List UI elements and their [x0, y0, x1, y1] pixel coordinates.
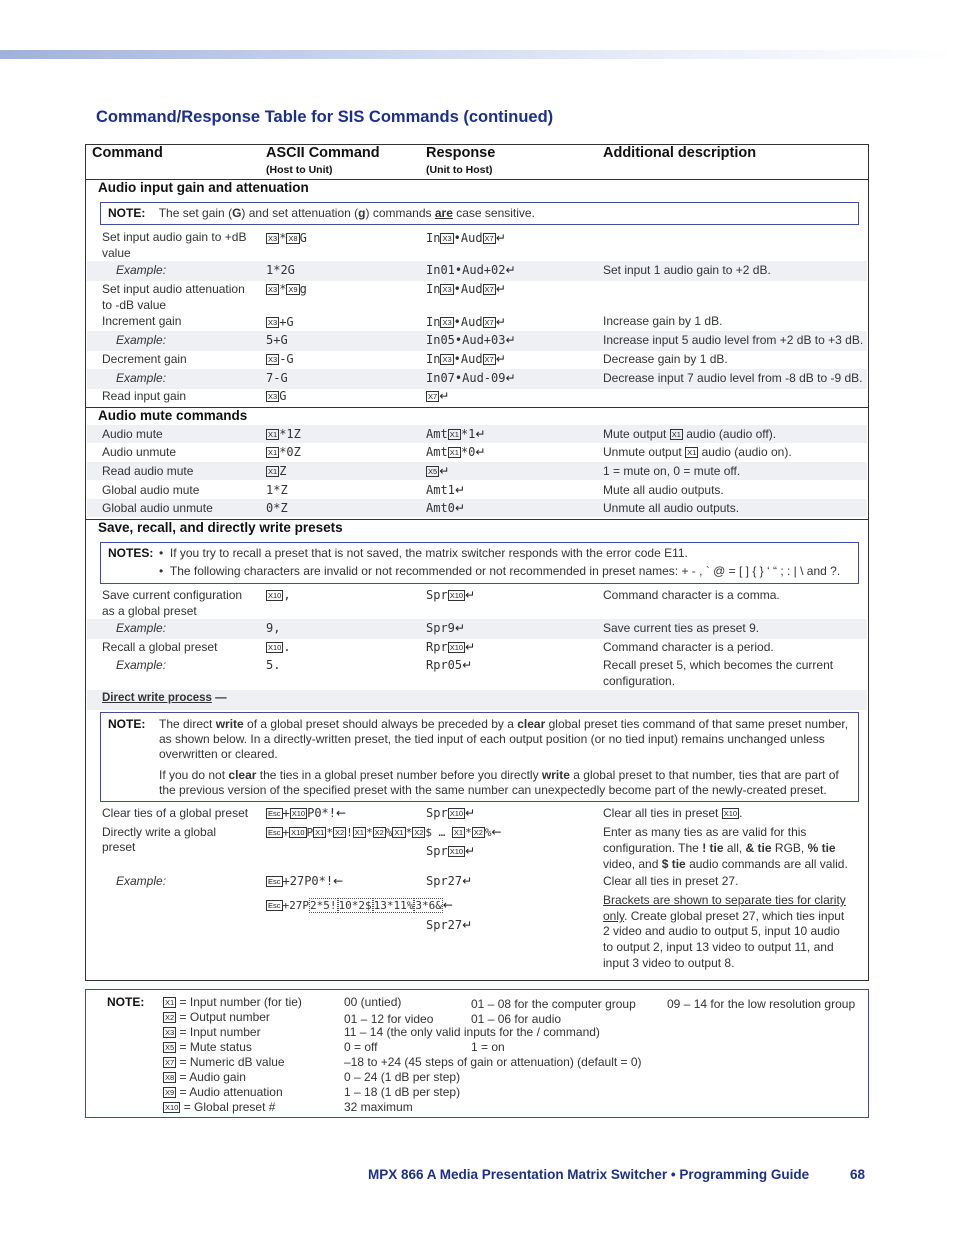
row-read-gain-label: Read input gain — [102, 389, 187, 403]
col-header-response: Response — [426, 145, 496, 161]
section-title-presets: Save, recall, and directly write presets — [98, 520, 343, 535]
row-decrement-label: Decrement gain — [102, 352, 187, 366]
page-title: Command/Response Table for SIS Commands (continued) — [96, 108, 554, 126]
col-header-response-sub: (Unit to Host) — [426, 164, 493, 176]
footer-title: MPX 866 A Media Presentation Matrix Switcher • Programming Guide — [368, 1167, 810, 1182]
set-gain-ascii: X3 * X8 G — [268, 231, 307, 245]
command-table: Command ASCII Command (Host to Unit) Response (Unit to Host) Additional description Audio input gain and attenuation NOTE: The set gain (G) and set attenuation (g) commands are case sensitive. Set input audio gain to +dB value X3 * X8 G In X3 •Aud X7 ↵ Example: 1*2G In01•Aud+02↵ Set input 1 audio gain to +2 dB. Set input audio attenuation to -dB value X3 * X9 g In X3 •Aud X7 ↵ Increment gain X3 +G In X3 •Aud X7 ↵ Increase gain by 1 dB. Example: 5+G In05•Aud+03↵ Increase input 5 audio level from +2 dB to +3 dB. Decrement gain X3 -G In X3 •Aud X7 ↵ Decrease gain by 1 dB. Example: 7-G In07•Aud-09↵ Decrease input 7 audio level from -8 dB to -9 dB. Read input gain X3 G X7 ↵ Audio mute commands Audio mute X1 *1Z Amt X1 *1↵ Mute output X1 audio (audio off). Audio unmute X1 *0Z Amt X1 *0↵ Unmute output X1 audio (audio on). Read audio mute X1 Z X5 ↵ 1 = mute on, 0 = mute off. Global audio mute 1*Z Amt1↵ Mute all audio outputs. Global audio unmute 0*Z Amt0↵ Unmute all audio outputs. Save, recall, and directly write presets NOTES: • If you try to recall a preset that is not saved, the matrix switcher responds with the error code E11. • The following characters are invalid or not recommended or not recommended in preset names: + - , ` @ = [ ] { } ‘ “ ; : | \ and ?. Save current configuration as a global preset X10 , Spr X10 ↵ Command character is a comma. Example: 9, Spr9↵ Save current ties as preset 9. Recall a global preset X10 . Rpr X10 ↵ Command character is a period. Example: 5. Rpr05↵ Recall preset 5, which becomes the current configuration. Direct write process — NOTE: The direct write of a global preset should always be preceded by a clear global preset ties command of that same preset number, as shown below. In a directly-written preset, the tied input of each output position (or no tied input) remains unchanged unless overwritten or cleared. If you do not clear the ties in a global preset number before you directly write a global preset to that number, ties that are part of the previous version of the specified preset with the same number can unexpectedly become part of the newly-created preset. Clear ties of a global preset Esc + X10 P0*!← Spr X10 ↵ Clear all ties in preset X10 . Directly write a global preset Esc + X10 P X1 * X2 ! X1 * X2 % X1 * X2 $ … X1 * X2 %← Spr X10 ↵ Enter as many ties as are valid for this configuration. The ! tie all, & tie RGB, % tie video, and $ tie audio commands are all valid. Example: Esc +27P0*!← Spr27↵ Clear all ties in preset 27. Esc +27P2*5! 10*2$ 13*11% 3*6&← Spr27↵ Brackets are shown to separate ties for clarity only. Create global preset 27, which ties input 2 video and audio to output 5, input 10 audio to output 2, input 13 video to output 11, and input 3 video to output 8. — [85, 144, 869, 981]
note-label: NOTE: — [108, 206, 146, 220]
col-header-ascii-sub: (Host to Unit) — [266, 164, 333, 176]
page-number: 68 — [850, 1167, 866, 1182]
preset-notes-box: NOTES: • If you try to recall a preset that is not saved, the matrix switcher responds with the error code E11. • The following characters are invalid or not recommended or not recommended in preset names: + - , ` @ = [ ] { } ‘ “ ; : | \ and ?. — [100, 542, 859, 584]
row-set-gain-label: Set input audio gain to +dB — [102, 230, 247, 244]
section-title-mute: Audio mute commands — [98, 408, 248, 423]
direct-write-title: Direct write process — — [102, 692, 227, 704]
gain-note-box: NOTE: The set gain (G) and set attenuation (g) commands are case sensitive. — [100, 202, 859, 225]
col-header-command: Command — [92, 145, 163, 161]
col-header-description: Additional description — [603, 145, 757, 161]
col-header-ascii: ASCII Command — [266, 145, 380, 161]
direct-write-note-box: NOTE: The direct write of a global preset should always be preceded by a clear global preset ties command of that same preset number, as shown below. In a directly-written preset, the tied input of each output position (or no tied input) remains unchanged unless overwritten or cleared. If you do not clear the ties in a global preset number before you directly write a global preset to that number, ties that are part of the previous version of the specified preset with the same number can unexpectedly become part of the newly-created preset. — [100, 712, 859, 802]
top-gradient-bar — [0, 50, 954, 59]
row-set-atten-label: Set input audio attenuation — [102, 282, 245, 296]
row-increment-label: Increment gain — [102, 314, 182, 328]
set-gain-response: In X3 •Aud X7 ↵ — [426, 231, 506, 245]
variable-legend-note: NOTE: X1 = Input number (for tie) 00 (untied) 01 – 08 for the computer group 09 – 14 for the low resolution group X2 = Output number 01 – 12 for video 01 – 06 for audio X3 = Input number 11 – 14 (the only valid inputs for the / command) X5 = Mute status 0 = off 1 = on X7 = Numeric dB value –18 to +24 (45 steps of gain or attenuation) (default = 0) X8 = Audio gain 0 – 24 (1 dB per step) X9 = Audio attenuation 1 – 18 (1 dB per step) X10 = Global preset # 32 maximum — [85, 989, 869, 1118]
section-title-gain: Audio input gain and attenuation — [98, 180, 309, 195]
